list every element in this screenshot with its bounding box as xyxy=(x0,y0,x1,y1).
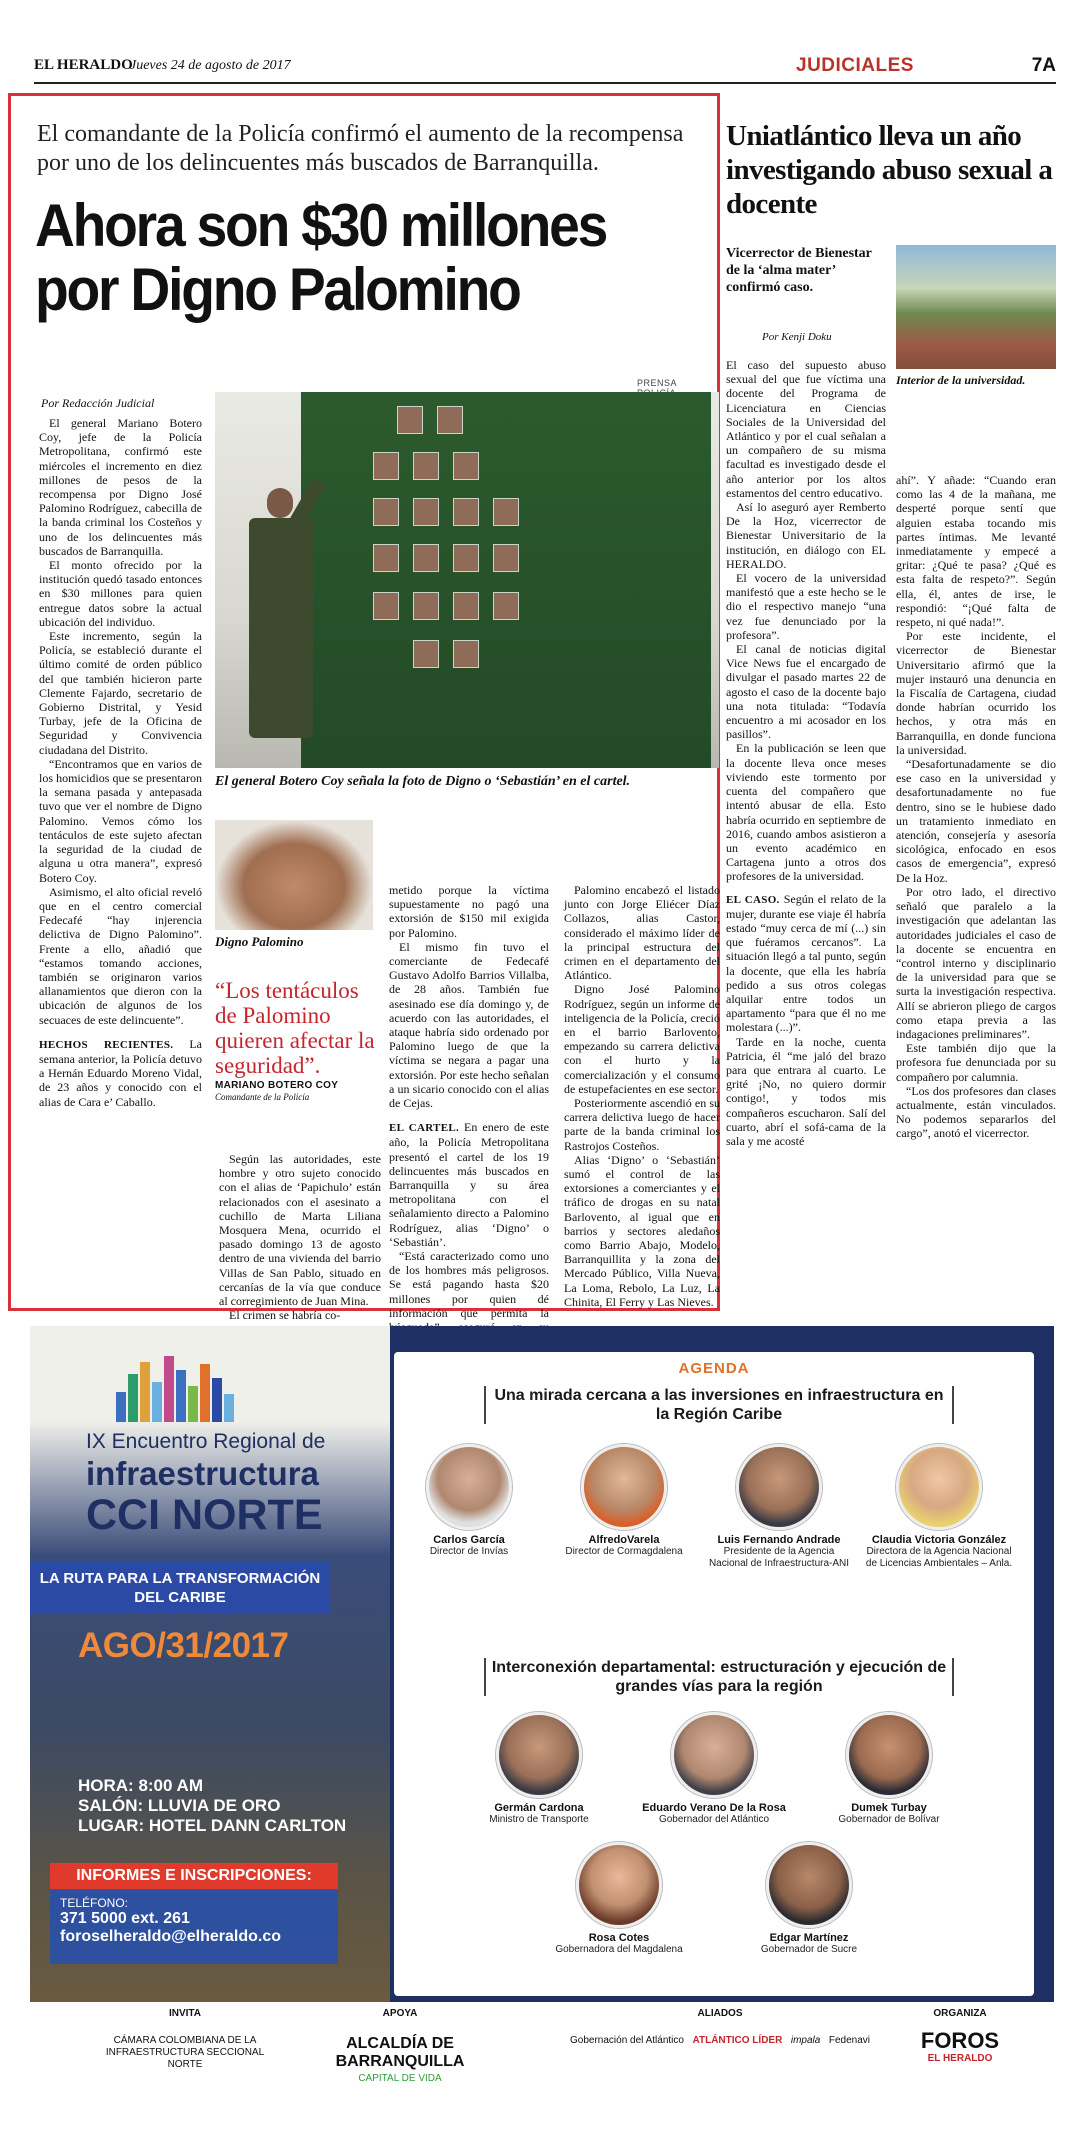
section-lead: HECHOS RECIENTES. xyxy=(39,1038,174,1051)
speaker-name: Rosa Cotes xyxy=(588,1932,650,1944)
agenda-section-1: Una mirada cercana a las inversiones en infraestructura en la Región Caribe xyxy=(484,1386,954,1424)
page-header xyxy=(34,55,1056,79)
logo-bars-icon xyxy=(116,1356,236,1422)
phone-label: TELÉFONO: xyxy=(60,1896,129,1910)
article-column-2 xyxy=(219,1152,381,1322)
article-headline: Ahora son $30 millones por Digno Palomino xyxy=(35,192,607,323)
event-title: infraestructura xyxy=(86,1455,319,1492)
sponsor-aliados: ALIADOS Gobernación del Atlántico ATLÁNTICO LÍDER impala Fedenavi xyxy=(570,2008,870,2046)
officer-figure xyxy=(243,488,319,758)
portrait-photo xyxy=(215,820,373,930)
page-number: 7A xyxy=(1031,55,1056,76)
paragraph: “Encontramos que en varios de los homicidios que se presentaron la semana pasada y antepasada tuvo que ver el nombre de Digno Palomino. Vemos cómo los tentáculos de este sujeto afectan la seguridad de la ciudad de alguna u otra manera”, expresó Botero Coy. xyxy=(39,756,202,885)
article-column-3 xyxy=(389,883,549,1363)
paragraph: Este incremento, según la Policía, se estableció durante el último comité de orden público del que también hicieron parte Clemente Fajardo, secretario de Gobierno Distrital, y Yesid Turbay, jefe de la Oficina de Seguridad y Convivencia ciudadana del Distrito. xyxy=(39,629,202,757)
header-rule xyxy=(34,82,1056,84)
foros-logo: FOROS xyxy=(920,2028,1000,2053)
speaker-name: Dumek Turbay xyxy=(851,1802,927,1814)
paragraph: EL CARTEL. En enero de este año, la Policía Metropolitana presentó el cartel de los 19 delincuentes más buscados en Barranquilla y su área metropolitana con el señalamiento directo a Palomino Rodríguez, alias ‘Digno’ o ‘Sebastián’. xyxy=(389,1120,549,1249)
impala-logo: impala xyxy=(790,2035,821,2046)
event-advertisement xyxy=(30,1326,1054,2116)
inscriptions-banner: INFORMES E INSCRIPCIONES: xyxy=(50,1863,338,1889)
contact-email: foroselheraldo@elheraldo.co xyxy=(60,1928,281,1945)
event-hour: HORA: 8:00 AM xyxy=(78,1776,203,1795)
event-place: LUGAR: HOTEL DANN CARLTON xyxy=(78,1816,347,1835)
speaker-photo xyxy=(426,1444,512,1530)
speaker xyxy=(864,1444,1014,1570)
fedenavi-logo: Fedenavi xyxy=(828,2035,870,2046)
section-lead: EL CARTEL. xyxy=(389,1122,460,1135)
article-column-4 xyxy=(564,883,720,1309)
contact-box xyxy=(50,1890,338,1964)
speaker-name: Claudia Victoria González xyxy=(871,1534,1007,1546)
paragraph: Alias ‘Digno’ o ‘Sebastián’ sumó el control de las extorsiones a comerciantes y el tráfico de drogas en su natal Barlovento, al igual que en barrios y sectores aledaños como Barrio Abajo, Modelo, Barranquillita y la zona del Mercado Público, Villa Nueva, La Loma, Rebolo, La Luz, La Chinita, El Ferry y Las Nieves. xyxy=(564,1152,720,1309)
speaker xyxy=(544,1842,694,1956)
agenda-section-2: Interconexión departamental: estructuración y ejecución de grandes vías para la región xyxy=(484,1658,954,1696)
paragraph: En la publicación se leen que la docente lleva once meses viviendo este tormento por cuenta del compañero que intentó abusar de ella. Esto habría ocurrido en septiembre de 2016, cuando ambos asistieron a un evento académico en Cartagena junto a otros dos profesores de la universidad. xyxy=(726,741,886,884)
paragraph: EL CASO. Según el relato de la mujer, durante ese viaje él habría estado “muy cerca de mí (...) sin que fuéramos cercanos”. La situación llegó a tal punto, según la docente, que ella les habría pedido a sus otros colegas alquilar entre todos un apartamento “para que él no me molestara (...)”. xyxy=(726,891,887,1035)
agenda-title: AGENDA xyxy=(678,1360,750,1377)
reserve-stand-banner: RESERVA YA TU STAND, PARTICIPA COMERCIALMENTE xyxy=(445,1958,975,1979)
quote-role: Comandante de la Policía xyxy=(215,1092,310,1102)
article-byline: Por Redacción Judicial xyxy=(41,396,155,410)
side-column-1 xyxy=(726,358,886,1148)
paragraph: Posteriormente ascendió en su carrera delictiva luego de hacer parte de la banda criminal los Rastrojos Costeños. xyxy=(564,1096,720,1153)
paragraph: Así lo aseguró ayer Remberto De la Hoz, vicerrector de Bienestar Universitario de la institución, en diálogo con EL HERALDO. xyxy=(726,500,886,571)
photo-caption: El general Botero Coy señala la foto de Digno o ‘Sebastián’ en el cartel. xyxy=(215,774,631,789)
speaker-role: Directora de la Agencia Nacional de Licencias Ambientales – Anla. xyxy=(865,1546,1013,1569)
event-info xyxy=(78,1776,346,1836)
paragraph: “Desafortunadamente se dio ese caso en la universidad y desafortunadamente no fue dentro, sino se le hubiese dado un tratamiento inmediato en atención, consejería y asesoría sicológica, enfocado en esos casos de emergencia”, expresó De la Hoz. xyxy=(896,757,1056,885)
section-title: JUDICIALES xyxy=(796,55,914,76)
photo-credit: PRENSA xyxy=(637,378,677,388)
sponsors-bar xyxy=(30,2002,1054,2116)
paragraph: El vocero de la universidad manifestó que a este hecho se le dio el respectivo manejo “una vez fue denunciado por la profesora”. xyxy=(726,571,886,642)
speaker-photo xyxy=(846,1712,932,1798)
main-article xyxy=(8,93,720,1323)
paragraph: Palomino encabezó el listado junto con Jorge Eliécer Díaz Collazos, alias Castor, considerado el máximo líder de la principal estructura del crimen en el departamento del Atlántico. xyxy=(564,883,720,983)
speaker-role: Gobernador del Atlántico xyxy=(658,1814,770,1825)
paragraph: El crimen se habría co- xyxy=(229,1308,341,1323)
paragraph: Digno José Palomino Rodríguez, según un informe de inteligencia de la Policía, creció en el barrio Barlovento, empezando su carrera delictiva con el hurto y la comercialización y el consumo de estupefacientes en ese sector. xyxy=(564,982,720,1096)
paragraph: Por otro lado, el directivo señaló que paralelo a la investigación que adelantan las autoridades judiciales el caso de la docente se encuentra en “control interno y disciplinario de la universidad para que se surta la investigación respectiva. Allí se abrieron pliego de cargos como etapa previa a las indagaciones preliminares”. xyxy=(896,884,1056,1041)
newspaper-name: EL HERALDO xyxy=(34,57,133,73)
side-subhead: Vicerrector de Bienestar de la ‘alma mater’ confirmó caso. xyxy=(726,246,872,295)
portrait-caption: Digno Palomino xyxy=(215,934,304,949)
speaker-name: AlfredoVarela xyxy=(588,1534,660,1546)
event-brand: CCI NORTE xyxy=(86,1491,323,1539)
paragraph: Este también dijo que la profesora fue denunciada por su compañero por calumnia. xyxy=(896,1041,1056,1084)
speaker-photo xyxy=(496,1712,582,1798)
ad-left-panel xyxy=(30,1326,390,2002)
side-column-2 xyxy=(896,473,1056,1141)
sponsor-invita: INVITA CÁMARA COLOMBIANA DE LA INFRAESTRUCTURA SECCIONAL NORTE xyxy=(100,2008,270,2071)
article-column-1 xyxy=(39,416,202,1109)
university-photo xyxy=(896,245,1056,369)
paragraph: “Está caracterizado como uno de los hombres más peligrosos. Se está pagando hasta $20 millones por quien dé información que permita la xyxy=(389,1249,549,1320)
event-number: IX Encuentro Regional de xyxy=(86,1430,326,1453)
side-headline: Uniatlántico lleva un año investigando abuso sexual a docente xyxy=(726,120,1053,220)
paragraph: Según las autoridades, este hombre y otro sujeto conocido con el alias de ‘Papichulo’ están relacionados con el asesinato a cuchillo de Marta Liliana Mosquera Mena, ocurrido el pasado domingo 13 de agosto dentro de una vivienda del barrio Villas de San Pablo, situado en cercanías de la vía que conduce al corregimiento de Juan Mina. xyxy=(219,1152,381,1309)
speaker-name: Carlos García xyxy=(433,1534,505,1546)
side-photo-caption: Interior de la universidad. xyxy=(896,373,1026,387)
cci-logo: CÁMARA COLOMBIANA DE LA INFRAESTRUCTURA SECCIONAL NORTE xyxy=(105,2035,265,2070)
speaker xyxy=(464,1712,614,1826)
speaker-role: Gobernadora del Magdalena xyxy=(555,1944,683,1955)
issue-date: Jueves 24 de agosto de 2017 xyxy=(130,58,291,73)
pull-quote: “Los tentáculos de Palomino quieren afectar la seguridad”. xyxy=(215,978,375,1078)
article-blurb: El comandante de la Policía confirmó el aumento de la recompensa por uno de los delincuentes más buscados de Barranquilla. xyxy=(37,121,684,176)
agenda-panel xyxy=(394,1352,1034,1996)
sponsor-apoya: APOYA ALCALDÍA DE BARRANQUILLA CAPITAL DE VIDA xyxy=(290,2008,510,2085)
article-photo xyxy=(215,392,719,768)
alcaldia-logo: ALCALDÍA DE BARRANQUILLA xyxy=(335,2035,465,2070)
event-tagline: LA RUTA PARA LA TRANSFORMACIÓN DEL CARIBE xyxy=(30,1562,330,1614)
speaker xyxy=(814,1712,964,1826)
speaker-photo xyxy=(671,1712,757,1798)
speaker-role: Ministro de Transporte xyxy=(489,1814,589,1825)
speaker-photo xyxy=(581,1444,667,1530)
paragraph: El monto ofrecido por la institución quedó tasado entonces en $30 millones para quien entregue datos sobre la actual ubicación del individuo. xyxy=(39,558,202,629)
paragraph: El caso del supuesto abuso sexual del que fue víctima una docente del Programa de Licenciatura en Ciencias Sociales de la Universidad del Atlántico y por el cual señalan a un compañero de su misma facultad es investigado desde el año anterior por los altos estamentos del centro educativo. xyxy=(726,358,886,500)
speaker-name: Luis Fernando Andrade xyxy=(717,1534,841,1546)
paragraph: HECHOS RECIENTES. La semana anterior, la Policía detuvo a Hernán Eduardo Moreno Vidal, de 23 años y conocido con el alias de Cara e’ Caballo. xyxy=(39,1036,202,1109)
speaker-role: Director de Cormagdalena xyxy=(565,1546,683,1557)
atlantico-lider-logo: ATLÁNTICO LÍDER xyxy=(692,2035,783,2046)
capital-logo: CAPITAL DE VIDA xyxy=(358,2073,442,2084)
speaker-role: Presidente de la Agencia Nacional de Infraestructura-ANI xyxy=(708,1546,850,1569)
el-heraldo-logo: EL HERALDO xyxy=(927,2053,993,2064)
paragraph: El general Mariano Botero Coy, jefe de la Policía Metropolitana, confirmó este miércoles el incremento en diez millones de pesos de la recompensa por Digno José Palomino Rodríguez, cabecilla de la banda criminal los Costeños y uno de los delincuentes más buscados de Barranquilla. xyxy=(39,416,202,558)
speaker-name: Edgar Martínez xyxy=(769,1932,849,1944)
section-lead: EL CASO. xyxy=(726,893,780,906)
speaker-photo xyxy=(896,1444,982,1530)
paragraph: Por este incidente, el vicerrector de Bienestar Universitario afirmó que la mujer instauró una denuncia en la Fiscalía de Cartagena, ciudad donde habrían ocurrido los hechos, y otra más en Barranquilla, en donde funciona la universidad. xyxy=(896,629,1056,757)
paragraph: “Los dos profesores dan clases actualmente, están vinculados. No podemos separarlos del cargo”, anotó el vicerrector. xyxy=(896,1083,1056,1141)
speaker-photo xyxy=(576,1842,662,1928)
speaker-photo xyxy=(736,1444,822,1530)
speaker xyxy=(704,1444,854,1570)
sponsor-organiza: ORGANIZA FOROS EL HERALDO xyxy=(890,2008,1030,2065)
speaker xyxy=(549,1444,699,1558)
quote-author: MARIANO BOTERO COY xyxy=(215,1080,339,1091)
paragraph: Tarde en la noche, cuenta Patricia, él “me jaló del brazo para que entrara al cuarto. Le grité ¡No, no quiero dormir contigo!, y todos mis compañeros escucharon. Salí del cuarto, abrí el sofá-cama de la sala y me acosté xyxy=(726,1034,886,1148)
speaker-role: Director de Invías xyxy=(429,1546,509,1557)
paragraph: ahí”. Y añade: “Cuando eran como las 4 de la mañana, me desperté porque sentí que alguien estaba tocando mis partes íntimas. Me levanté inmediatamente y empecé a gritar: ¿Qué te pasa? ¿Qué es esta falta de respeto?”. Según ella, él, antes de irse, le respondió: “¡Qué falta de respeto, ni qué nada!”. xyxy=(896,473,1056,630)
gobernacion-logo: Gobernación del Atlántico xyxy=(570,2035,684,2046)
speaker-name: Eduardo Verano De la Rosa xyxy=(642,1802,786,1814)
event-date: AGO/31/2017 xyxy=(78,1626,289,1665)
paragraph: El canal de noticias digital Vice News fue el encargado de divulgar el pasado martes 22 de agosto el caso de la docente bajo una nota titulada: “Todavía encuentro a mi acosador en los pasillos”. xyxy=(726,642,886,742)
speaker xyxy=(639,1712,789,1826)
phone-number: 371 5000 ext. 261 xyxy=(60,1910,190,1927)
speaker xyxy=(394,1444,544,1558)
wanted-poster xyxy=(301,392,711,768)
paragraph: metido porque la víctima supuestamente no pagó una extorsión de $150 mil exigida por Palomino. xyxy=(389,883,549,940)
paragraph: El mismo fin tuvo el comerciante de Fedecafé Gustavo Adolfo Barrios Villalba, de 28 años. También fue asesinado ese día domingo y, de acuerdo con las autoridades, el ataque habría sido ordenado por Palomino luego de que la víctima se negara a pagar una extorsión. Por este hecho señalan a un sicario conocido con el alias de Cejas. xyxy=(389,939,549,1111)
side-article xyxy=(726,93,1058,1311)
speaker-photo xyxy=(766,1842,852,1928)
speaker-role: Gobernador de Sucre xyxy=(760,1944,858,1955)
speaker-name: Germán Cardona xyxy=(494,1802,584,1814)
event-room: SALÓN: LLUVIA DE ORO xyxy=(78,1796,281,1815)
speaker xyxy=(734,1842,884,1956)
speaker-role: Gobernador de Bolívar xyxy=(838,1814,940,1825)
side-byline: Por Kenji Doku xyxy=(762,331,832,343)
paragraph: Asimismo, el alto oficial reveló que en el centro comercial Fedecafé “hay injerencia delictiva de Digno Palomino”. Frente a ello, añadió que “estamos tomando acciones, también se originaron varios allanamientos que dieron con la ubicación de algunos de los secuaces de este delincuente”. xyxy=(39,884,202,1027)
